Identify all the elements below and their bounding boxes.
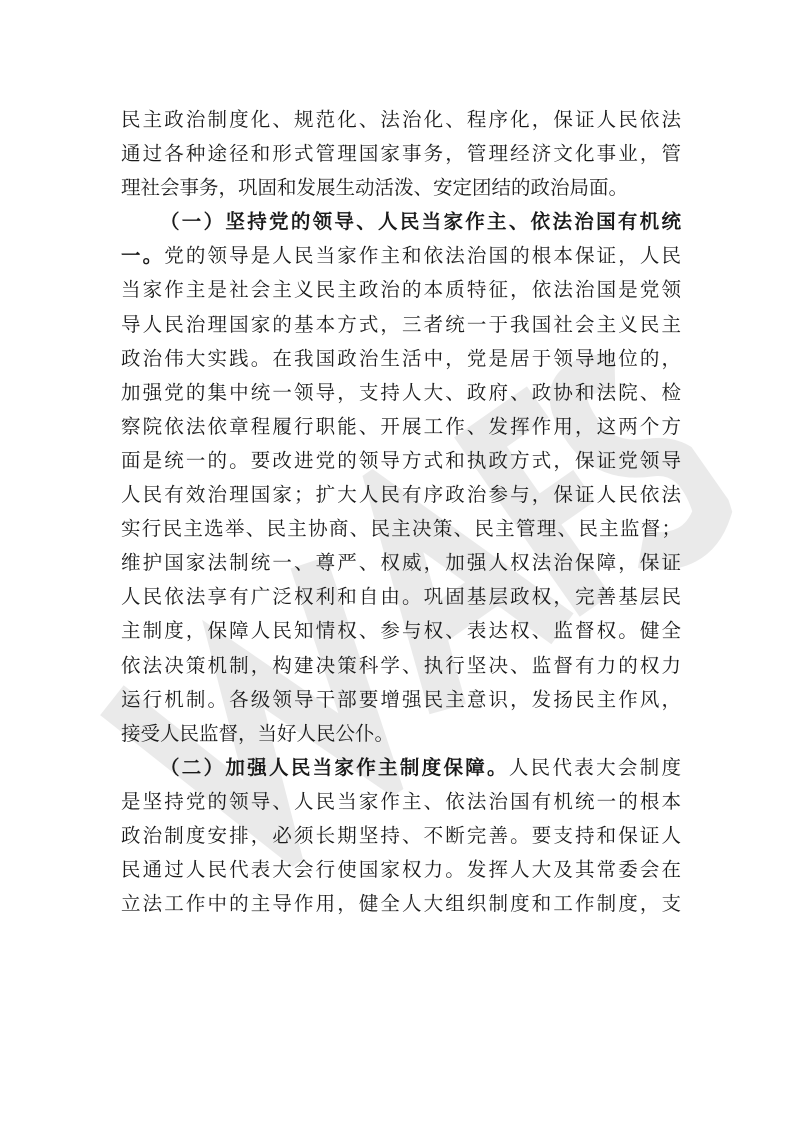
- text-line: 人民依法享有广泛权利和自由。巩固基层政权，完善基层民: [121, 585, 681, 609]
- text-line: 政治制度安排，必须长期坚持、不断完善。要支持和保证人: [121, 823, 681, 847]
- text-line: 理社会事务，巩固和发展生动活泼、安定团结的政治局面。: [121, 176, 629, 200]
- text-line: 导人民治理国家的基本方式，三者统一于我国社会主义民主: [121, 312, 681, 336]
- text-run: 党的领导是人民当家作主和依法治国的根本保证，人民: [164, 244, 681, 268]
- text-line: 加强党的集中统一领导，支持人大、政府、政协和法院、检: [121, 380, 681, 404]
- text-line: 民主政治制度化、规范化、法治化、程序化，保证人民依法: [121, 108, 681, 131]
- text-line: 维护国家法制统一、尊严、权威，加强人权法治保障，保证: [121, 551, 681, 575]
- text-line: [121, 751, 681, 785]
- text-line: 察院依法依章程履行职能、开展工作、发挥作用，这两个方: [121, 414, 681, 438]
- text-line: 通过各种途径和形式管理国家事务，管理经济文化事业，管: [121, 142, 681, 166]
- text-line: 依法决策机制，构建决策科学、执行坚决、监督有力的权力: [121, 653, 681, 677]
- text-line: 是坚持党的领导、人民当家作主、依法治国有机统一的根本: [121, 789, 681, 813]
- text-line: 立法工作中的主导作用，健全人大组织制度和工作制度，支: [121, 892, 681, 916]
- text-line: 实行民主选举、民主协商、民主决策、民主管理、民主监督；: [121, 517, 681, 541]
- text-line: 民通过人民代表大会行使国家权力。发挥人大及其常委会在: [121, 858, 681, 882]
- body-text: [121, 103, 681, 921]
- text-line: 接受人民监督，当好人民公仆。: [121, 721, 395, 745]
- section-heading-1: （一）坚持党的领导、人民当家作主、依法治国有机统: [160, 210, 681, 234]
- text-line: 人民有效治理国家；扩大人民有序政治参与，保证人民依法: [121, 483, 681, 507]
- text-line: 运行机制。各级领导干部要增强民主意识，发扬民主作风，: [121, 687, 681, 711]
- section-heading-2: （二）加强人民当家作主制度保障。: [160, 755, 509, 779]
- text-line: 面是统一的。要改进党的领导方式和执政方式，保证党领导: [121, 448, 681, 472]
- text-line: 当家作主是社会主义民主政治的本质特征，依法治国是党领: [121, 278, 681, 302]
- text-line: [121, 239, 681, 273]
- text-line: 政治伟大实践。在我国政治生活中，党是居于领导地位的，: [121, 346, 681, 370]
- section-heading-1-tail: 一。: [121, 244, 165, 268]
- section-heading-line: [121, 205, 681, 239]
- text-run: 人民代表大会制度: [508, 755, 681, 779]
- text-line: 主制度，保障人民知情权、参与权、表达权、监督权。健全: [121, 619, 681, 643]
